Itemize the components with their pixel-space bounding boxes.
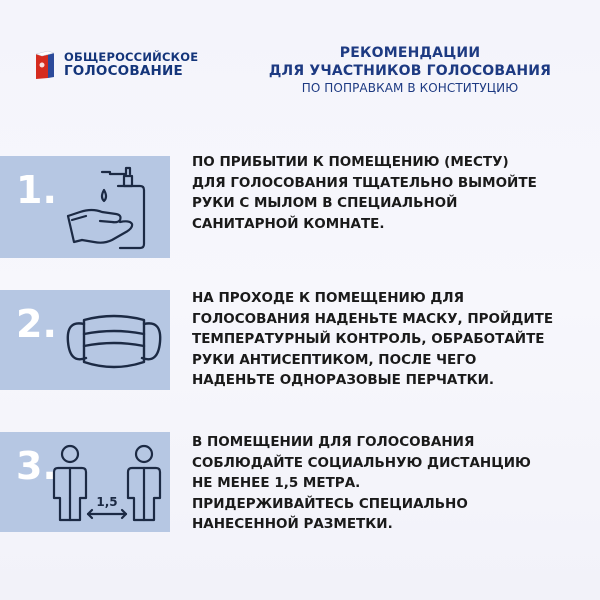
step-1-number: 1. bbox=[16, 168, 57, 212]
title-line-3: ПО ПОПРАВКАМ В КОНСТИТУЦИЮ bbox=[301, 81, 519, 95]
step-3-line: СОБЛЮДАЙТЕ СОЦИАЛЬНУЮ ДИСТАНЦИЮ bbox=[192, 454, 531, 471]
step-3-line: В ПОМЕЩЕНИИ ДЛЯ ГОЛОСОВАНИЯ bbox=[192, 434, 475, 450]
hand-sanitizer-icon bbox=[60, 164, 160, 256]
step-1-panel bbox=[0, 156, 170, 258]
step-2-line: НА ПРОХОДЕ К ПОМЕЩЕНИЮ ДЛЯ bbox=[192, 290, 465, 306]
page-title bbox=[250, 44, 570, 96]
step-2-panel bbox=[0, 290, 170, 390]
step-1-line: САНИТАРНОЙ КОМНАТЕ. bbox=[192, 215, 385, 232]
russian-flag-ballot-icon bbox=[34, 50, 56, 80]
step-1-line: РУКИ С МЫЛОМ В СПЕЦИАЛЬНОЙ bbox=[192, 195, 458, 211]
step-2-number: 2. bbox=[16, 302, 57, 346]
title-line-2: ДЛЯ УЧАСТНИКОВ ГОЛОСОВАНИЯ bbox=[268, 63, 552, 79]
step-2-text bbox=[192, 288, 582, 391]
distance-label: 1,5 bbox=[96, 495, 118, 509]
step-1-line: ДЛЯ ГОЛОСОВАНИЯ ТЩАТЕЛЬНО ВЫМОЙТЕ bbox=[192, 174, 537, 191]
logo bbox=[34, 50, 198, 80]
logo-line-1: ОБЩЕРОССИЙСКОЕ bbox=[64, 49, 199, 64]
step-3-line: ПРИДЕРЖИВАЙТЕСЬ СПЕЦИАЛЬНО bbox=[192, 495, 468, 512]
step-3-number: 3. bbox=[16, 444, 57, 488]
social-distance-icon bbox=[48, 442, 166, 530]
step-3-panel bbox=[0, 432, 170, 532]
title-line-1: РЕКОМЕНДАЦИИ bbox=[339, 45, 481, 61]
step-1-text bbox=[192, 152, 582, 234]
step-2-line: НАДЕНЬТЕ ОДНОРАЗОВЫЕ ПЕРЧАТКИ. bbox=[192, 372, 495, 388]
face-mask-icon bbox=[64, 306, 164, 378]
step-3-line: НЕ МЕНЕЕ 1,5 МЕТРА. bbox=[192, 475, 361, 491]
step-3-line: НАНЕСЕННОЙ РАЗМЕТКИ. bbox=[192, 516, 393, 532]
step-2-line: ГОЛОСОВАНИЯ НАДЕНЬТЕ МАСКУ, ПРОЙДИТЕ bbox=[192, 310, 554, 327]
step-1-line: ПО ПРИБЫТИИ К ПОМЕЩЕНИЮ (МЕСТУ) bbox=[192, 154, 509, 170]
logo-line-2: ГОЛОСОВАНИЕ bbox=[64, 62, 183, 79]
step-2-line: РУКИ АНТИСЕПТИКОМ, ПОСЛЕ ЧЕГО bbox=[192, 351, 477, 368]
step-3-text bbox=[192, 432, 582, 535]
step-2-line: ТЕМПЕРАТУРНЫЙ КОНТРОЛЬ, ОБРАБОТАЙТЕ bbox=[192, 331, 545, 347]
